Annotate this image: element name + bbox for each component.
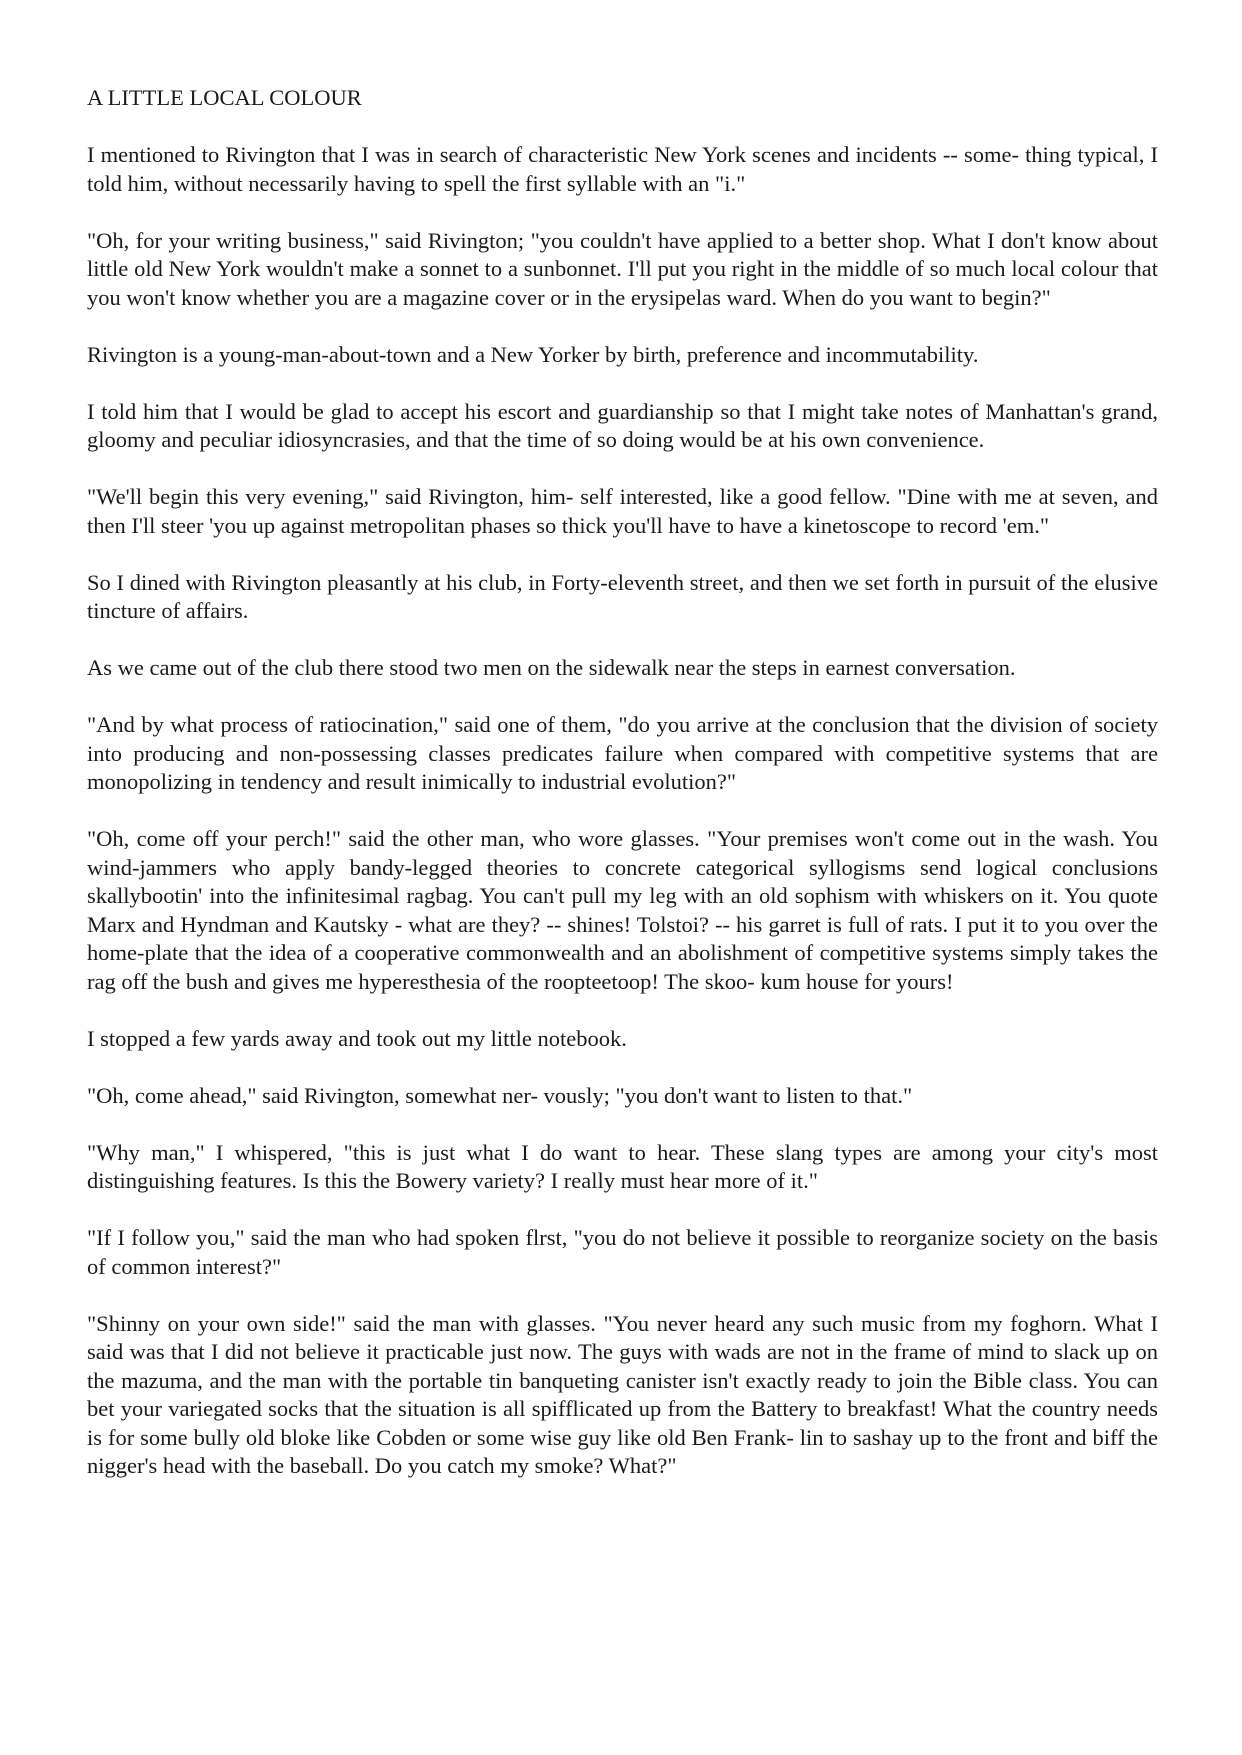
paragraph: "We'll begin this very evening," said Rivington, him- self interested, like a good fellow. "Dine with me at seven, and then I'll steer 'you up against metropolitan phases so thick you'll have to have a kinetoscope to record 'em." — [87, 484, 1158, 538]
paragraph: Rivington is a young-man-about-town and a New Yorker by birth, preference and incommutability. — [87, 341, 979, 367]
paragraph: I mentioned to Rivington that I was in search of characteristic New York scenes and incidents -- some- thing typical, I told him, without necessarily having to spell the first syllable with an "i." — [87, 142, 1158, 196]
paragraph: I told him that I would be glad to accept his escort and guardianship so that I might take notes of Manhattan's grand, gloomy and peculiar idiosyncrasies, and that the time of so doing would be at his own convenience. — [87, 398, 1158, 452]
paragraph: As we came out of the club there stood two men on the sidewalk near the steps in earnest conversation. — [87, 655, 1016, 680]
story-title: A LITTLE LOCAL COLOUR — [87, 85, 362, 110]
paragraph: "If I follow you," said the man who had spoken flrst, "you do not believe it possible to reorganize society on the basis of common interest?" — [87, 1225, 1158, 1279]
document-page — [87, 84, 1158, 1481]
paragraph: "Oh, come ahead," said Rivington, somewhat ner- vously; "you don't want to listen to that." — [87, 1082, 913, 1108]
paragraph: "Why man," I whispered, "this is just what I do want to hear. These slang types are among your city's most distinguishing features. Is this the Bowery variety? I really must hear more of it." — [87, 1139, 1158, 1193]
paragraph: "Shinny on your own side!" said the man with glasses. "You never heard any such music from my foghorn. What I said was that I did not believe it practicable just now. The guys with wads are not in the frame of mind to slack up on the mazuma, and the man with the portable tin banqueting canister isn't exactly ready to join the Bible class. You can bet your variegated socks that the situation is all spifflicated up from the Battery to breakfast! What the country needs is for some bully old bloke like Cobden or some wise guy like old Ben Frank- lin to sashay up to the front and biff the nigger's head with the baseball. Do you catch my smoke? What?" — [87, 1310, 1158, 1478]
paragraph: "Oh, for your writing business," said Rivington; "you couldn't have applied to a better shop. What I don't know about little old New York wouldn't make a sonnet to a sunbonnet. I'll put you right in the middle of so much local colour that you won't know whether you are a magazine cover or in the erysipelas ward. When do you want to begin?" — [87, 227, 1158, 310]
paragraph: So I dined with Rivington pleasantly at his club, in Forty-eleventh street, and then we set forth in pursuit of the elusive tincture of affairs. — [87, 569, 1158, 623]
paragraph: "And by what process of ratiocination," said one of them, "do you arrive at the conclusion that the division of society into producing and non-possessing classes predicates failure when compared with competitive systems that are monopolizing in tendency and result inimically to industrial evolution?" — [87, 712, 1158, 794]
paragraph: I stopped a few yards away and took out my little notebook. — [87, 1025, 627, 1051]
paragraph: "Oh, come off your perch!" said the other man, who wore glasses. "Your premises won't come out in the wash. You wind-jammers who apply bandy-legged theories to concrete categorical syllogisms send logical conclusions skallybootin' into the infinitesimal ragbag. You can't pull my leg with an old sophism with whiskers on it. You quote Marx and Hyndman and Kautsky - what are they? -- shines! Tolstoi? -- his garret is full of rats. I put it to you over the home-plate that the idea of a cooperative commonwealth and an abolishment of competitive systems simply takes the rag off the bush and gives me hyperesthesia of the roopteetoop! The skoo- kum house for yours! — [87, 826, 1158, 994]
